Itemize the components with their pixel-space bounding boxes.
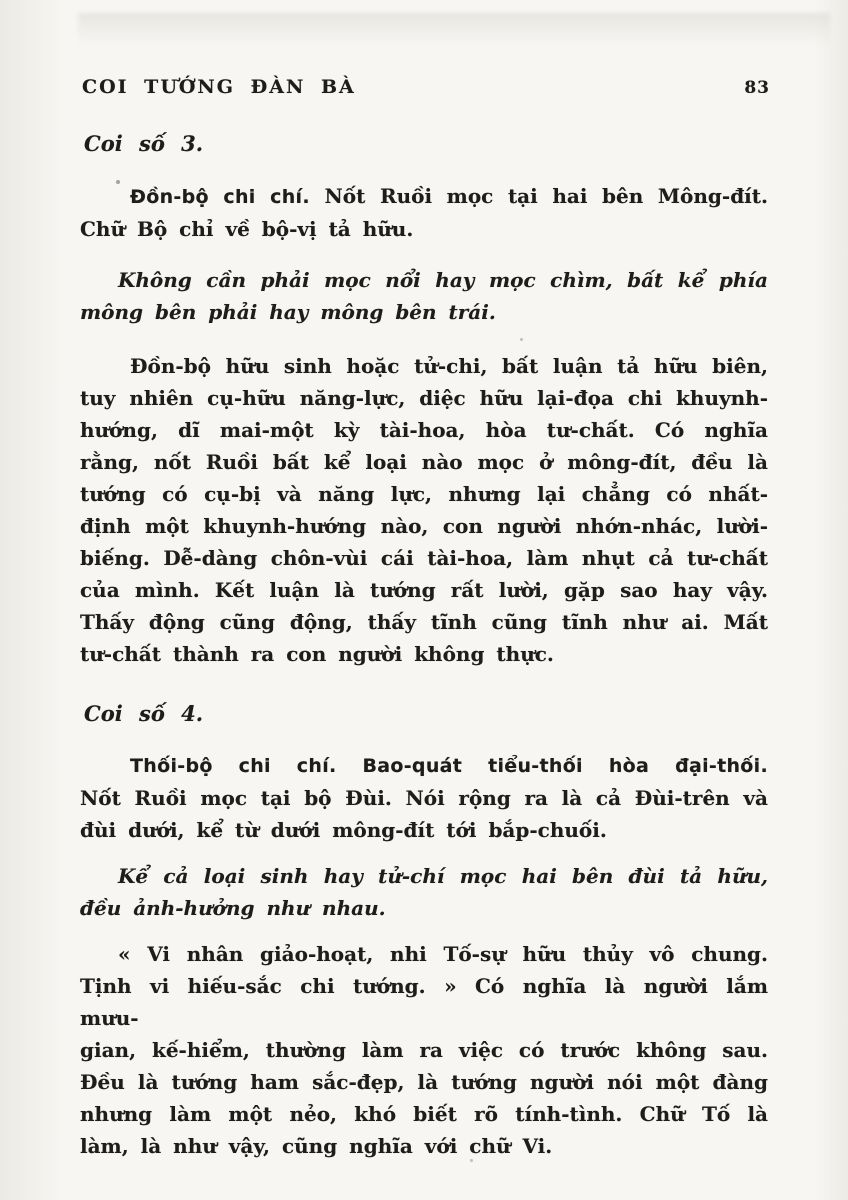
scan-artifact-speck bbox=[520, 338, 523, 341]
text-line: của mình. Kết luận là tướng rất lười, gặp sao hay vậy. bbox=[80, 578, 768, 602]
text-line: gian, kế-hiểm, thường làm ra việc có trước không sau. bbox=[80, 1038, 768, 1062]
running-title: COI TƯỚNG ĐÀN BÀ bbox=[82, 76, 356, 98]
text-line: đều ảnh-hưởng như nhau. bbox=[80, 896, 386, 920]
section-heading-coi-so-4: Coi số 4. bbox=[84, 701, 204, 726]
running-header bbox=[82, 76, 770, 98]
text-line: Đồn-bộ hữu sinh hoặc tử-chi, bất luận tả hữu biên, bbox=[130, 354, 768, 378]
text-line: Thấy động cũng động, thấy tĩnh cũng tĩnh như ai. Mất bbox=[80, 610, 768, 634]
scan-artifact-right-edge bbox=[812, 0, 848, 1200]
text-line bbox=[80, 180, 768, 213]
paragraph-vi-nhan-quote bbox=[80, 938, 768, 1162]
paragraph-italic-note-2 bbox=[80, 860, 768, 924]
text-line: tướng có cụ-bị và năng lực, nhưng lại chẳng có nhất- bbox=[80, 482, 768, 506]
text-line: làm, là như vậy, cũng nghĩa với chữ Vi. bbox=[80, 1134, 553, 1158]
scan-artifact-left-edge bbox=[0, 0, 70, 1200]
text-line: Tịnh vi hiếu-sắc chi tướng. » Có nghĩa là người lắm mưu- bbox=[80, 974, 768, 1030]
bold-lead-line: Thối-bộ chi chí. Bao-quát tiểu-thối hòa đại-thối. bbox=[130, 755, 768, 777]
page-number: 83 bbox=[744, 78, 770, 98]
text-line: Đều là tướng ham sắc-đẹp, là tướng người nói một đàng bbox=[80, 1070, 768, 1094]
paragraph-don-bo-explanation bbox=[80, 350, 768, 670]
text-line: Kể cả loại sinh hay tử-chí mọc hai bên đùi tả hữu, bbox=[118, 864, 768, 888]
text-line: đùi dưới, kể từ dưới mông-đít tới bắp-chuối. bbox=[80, 818, 607, 842]
paragraph-italic-note-1 bbox=[80, 264, 768, 328]
text-run: Nốt Ruồi mọc tại hai bên Mông-đít. bbox=[324, 184, 768, 208]
paragraph-thoi-bo-chi-chi bbox=[80, 750, 768, 846]
text-line: tuy nhiên cụ-hữu năng-lực, diệc hữu lại-đọa chi khuynh- bbox=[80, 386, 768, 410]
text-line: Chữ Bộ chỉ về bộ-vị tả hữu. bbox=[80, 217, 414, 241]
text-line: hướng, dĩ mai-một kỳ tài-hoa, hòa tư-chất. Có nghĩa bbox=[80, 418, 768, 442]
section-heading-coi-so-3: Coi số 3. bbox=[84, 131, 204, 156]
text-line: định một khuynh-hướng nào, con người nhớn-nhác, lười- bbox=[80, 514, 768, 538]
bold-lead-phrase: Đồn-bộ chi chí. bbox=[130, 186, 310, 208]
text-line: nhưng làm một nẻo, khó biết rõ tính-tình. Chữ Tố là bbox=[80, 1102, 768, 1126]
text-line: biếng. Dễ-dàng chôn-vùi cái tài-hoa, làm nhụt cả tư-chất bbox=[80, 546, 768, 570]
text-line: Không cần phải mọc nổi hay mọc chìm, bất kể phía bbox=[118, 268, 768, 292]
text-line: rằng, nốt Ruồi bất kể loại nào mọc ở mông-đít, đều là bbox=[80, 450, 768, 474]
text-line: tư-chất thành ra con người không thực. bbox=[80, 642, 554, 666]
text-line: Nốt Ruồi mọc tại bộ Đùi. Nói rộng ra là cả Đùi-trên và bbox=[80, 786, 768, 810]
scan-artifact-top-band bbox=[78, 13, 830, 45]
paragraph-don-bo-chi-chi bbox=[80, 180, 768, 245]
text-line: mông bên phải hay mông bên trái. bbox=[80, 300, 496, 324]
text-line: « Vi nhân giảo-hoạt, nhi Tố-sự hữu thủy vô chung. bbox=[118, 942, 768, 966]
